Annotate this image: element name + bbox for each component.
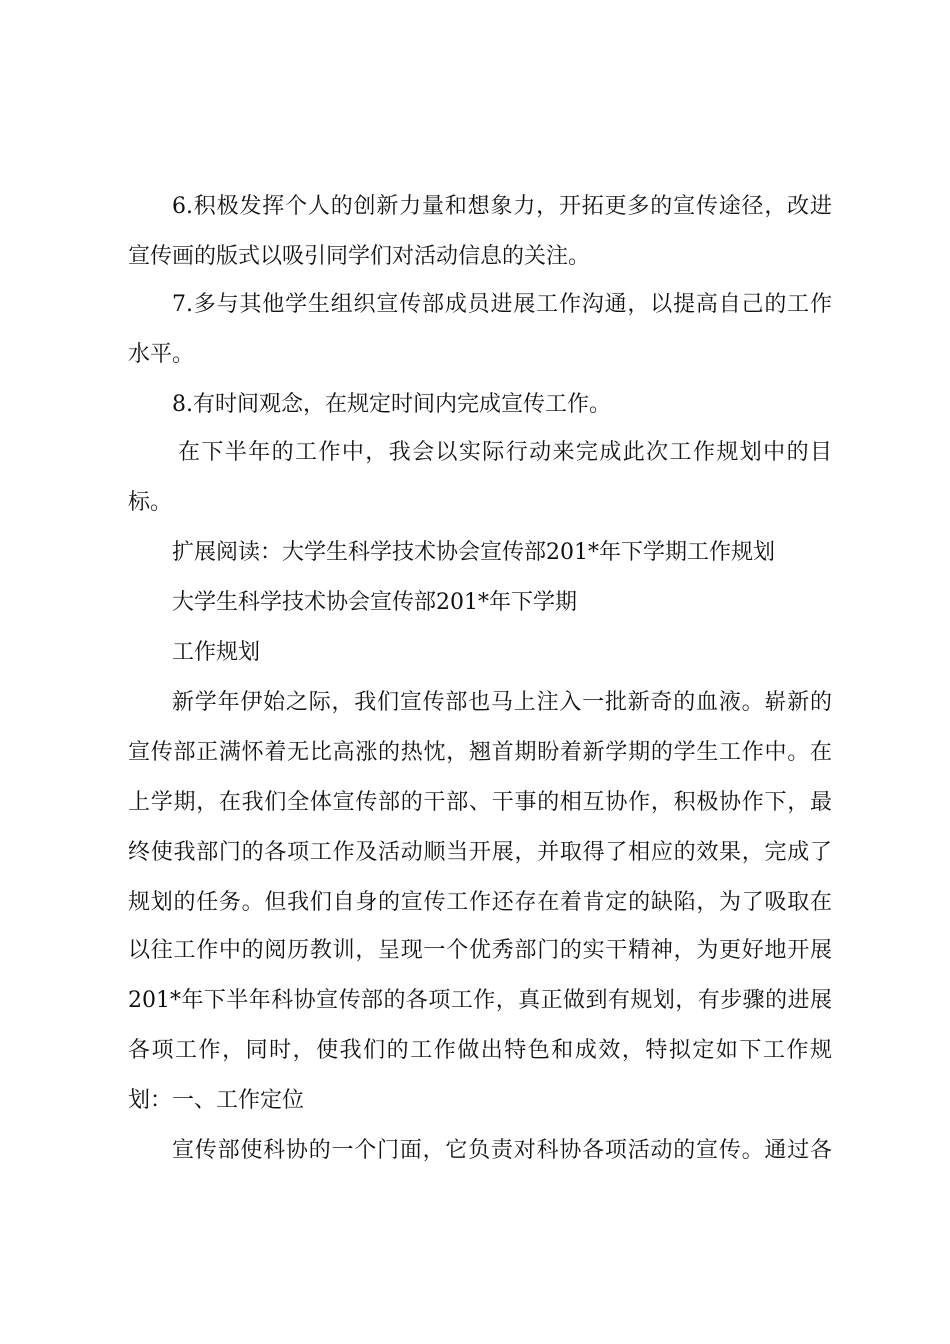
paragraph-line: 各项工作，同时，使我们的工作做出特色和成效，特拟定如下工作规 [128,1038,832,1063]
paragraph-line: 8.有时间观念，在规定时间内完成宣传工作。 [172,392,611,417]
paragraph-line: 7.多与其他学生组织宣传部成员进展工作沟通，以提高自己的工作 [172,292,832,317]
section-heading: 工作规划 [172,640,261,665]
paragraph-line: 6.积极发挥个人的创新力量和想象力，开拓更多的宣传途径，改进 [172,194,832,219]
paragraph-line: 在下半年的工作中，我会以实际行动来完成此次工作规划中的目 [178,440,832,465]
paragraph-line: 宣传画的版式以吸引同学们对活动信息的关注。 [128,244,591,269]
paragraph-line: 水平。 [128,342,195,367]
paragraph-line: 新学年伊始之际，我们宣传部也马上注入一批新奇的血液。崭新的 [172,690,832,715]
paragraph-line: 宣传部正满怀着无比高涨的热忱，翘首期盼着新学期的学生工作中。在 [128,740,832,765]
paragraph-line: 标。 [128,490,173,515]
paragraph-line: 规划的任务。但我们自身的宣传工作还存在着肯定的缺陷，为了吸取在 [128,890,832,915]
paragraph-line: 上学期，在我们全体宣传部的干部、干事的相互协作，积极协作下，最 [128,790,832,815]
paragraph-line: 以往工作中的阅历教训，呈现一个优秀部门的实干精神，为更好地开展 [128,938,832,963]
paragraph-line: 宣传部使科协的一个门面，它负责对科协各项活动的宣传。通过各 [172,1138,832,1163]
paragraph-line: 终使我部门的各项工作及活动顺当开展，并取得了相应的效果，完成了 [128,840,832,865]
section-heading: 大学生科学技术协会宣传部201*年下学期 [172,590,577,615]
paragraph-line: 201*年下半年科协宣传部的各项工作，真正做到有规划，有步骤的进展 [128,988,832,1013]
paragraph-line: 划：一、工作定位 [128,1088,305,1113]
section-heading: 扩展阅读：大学生科学技术协会宣传部201*年下学期工作规划 [172,540,775,565]
